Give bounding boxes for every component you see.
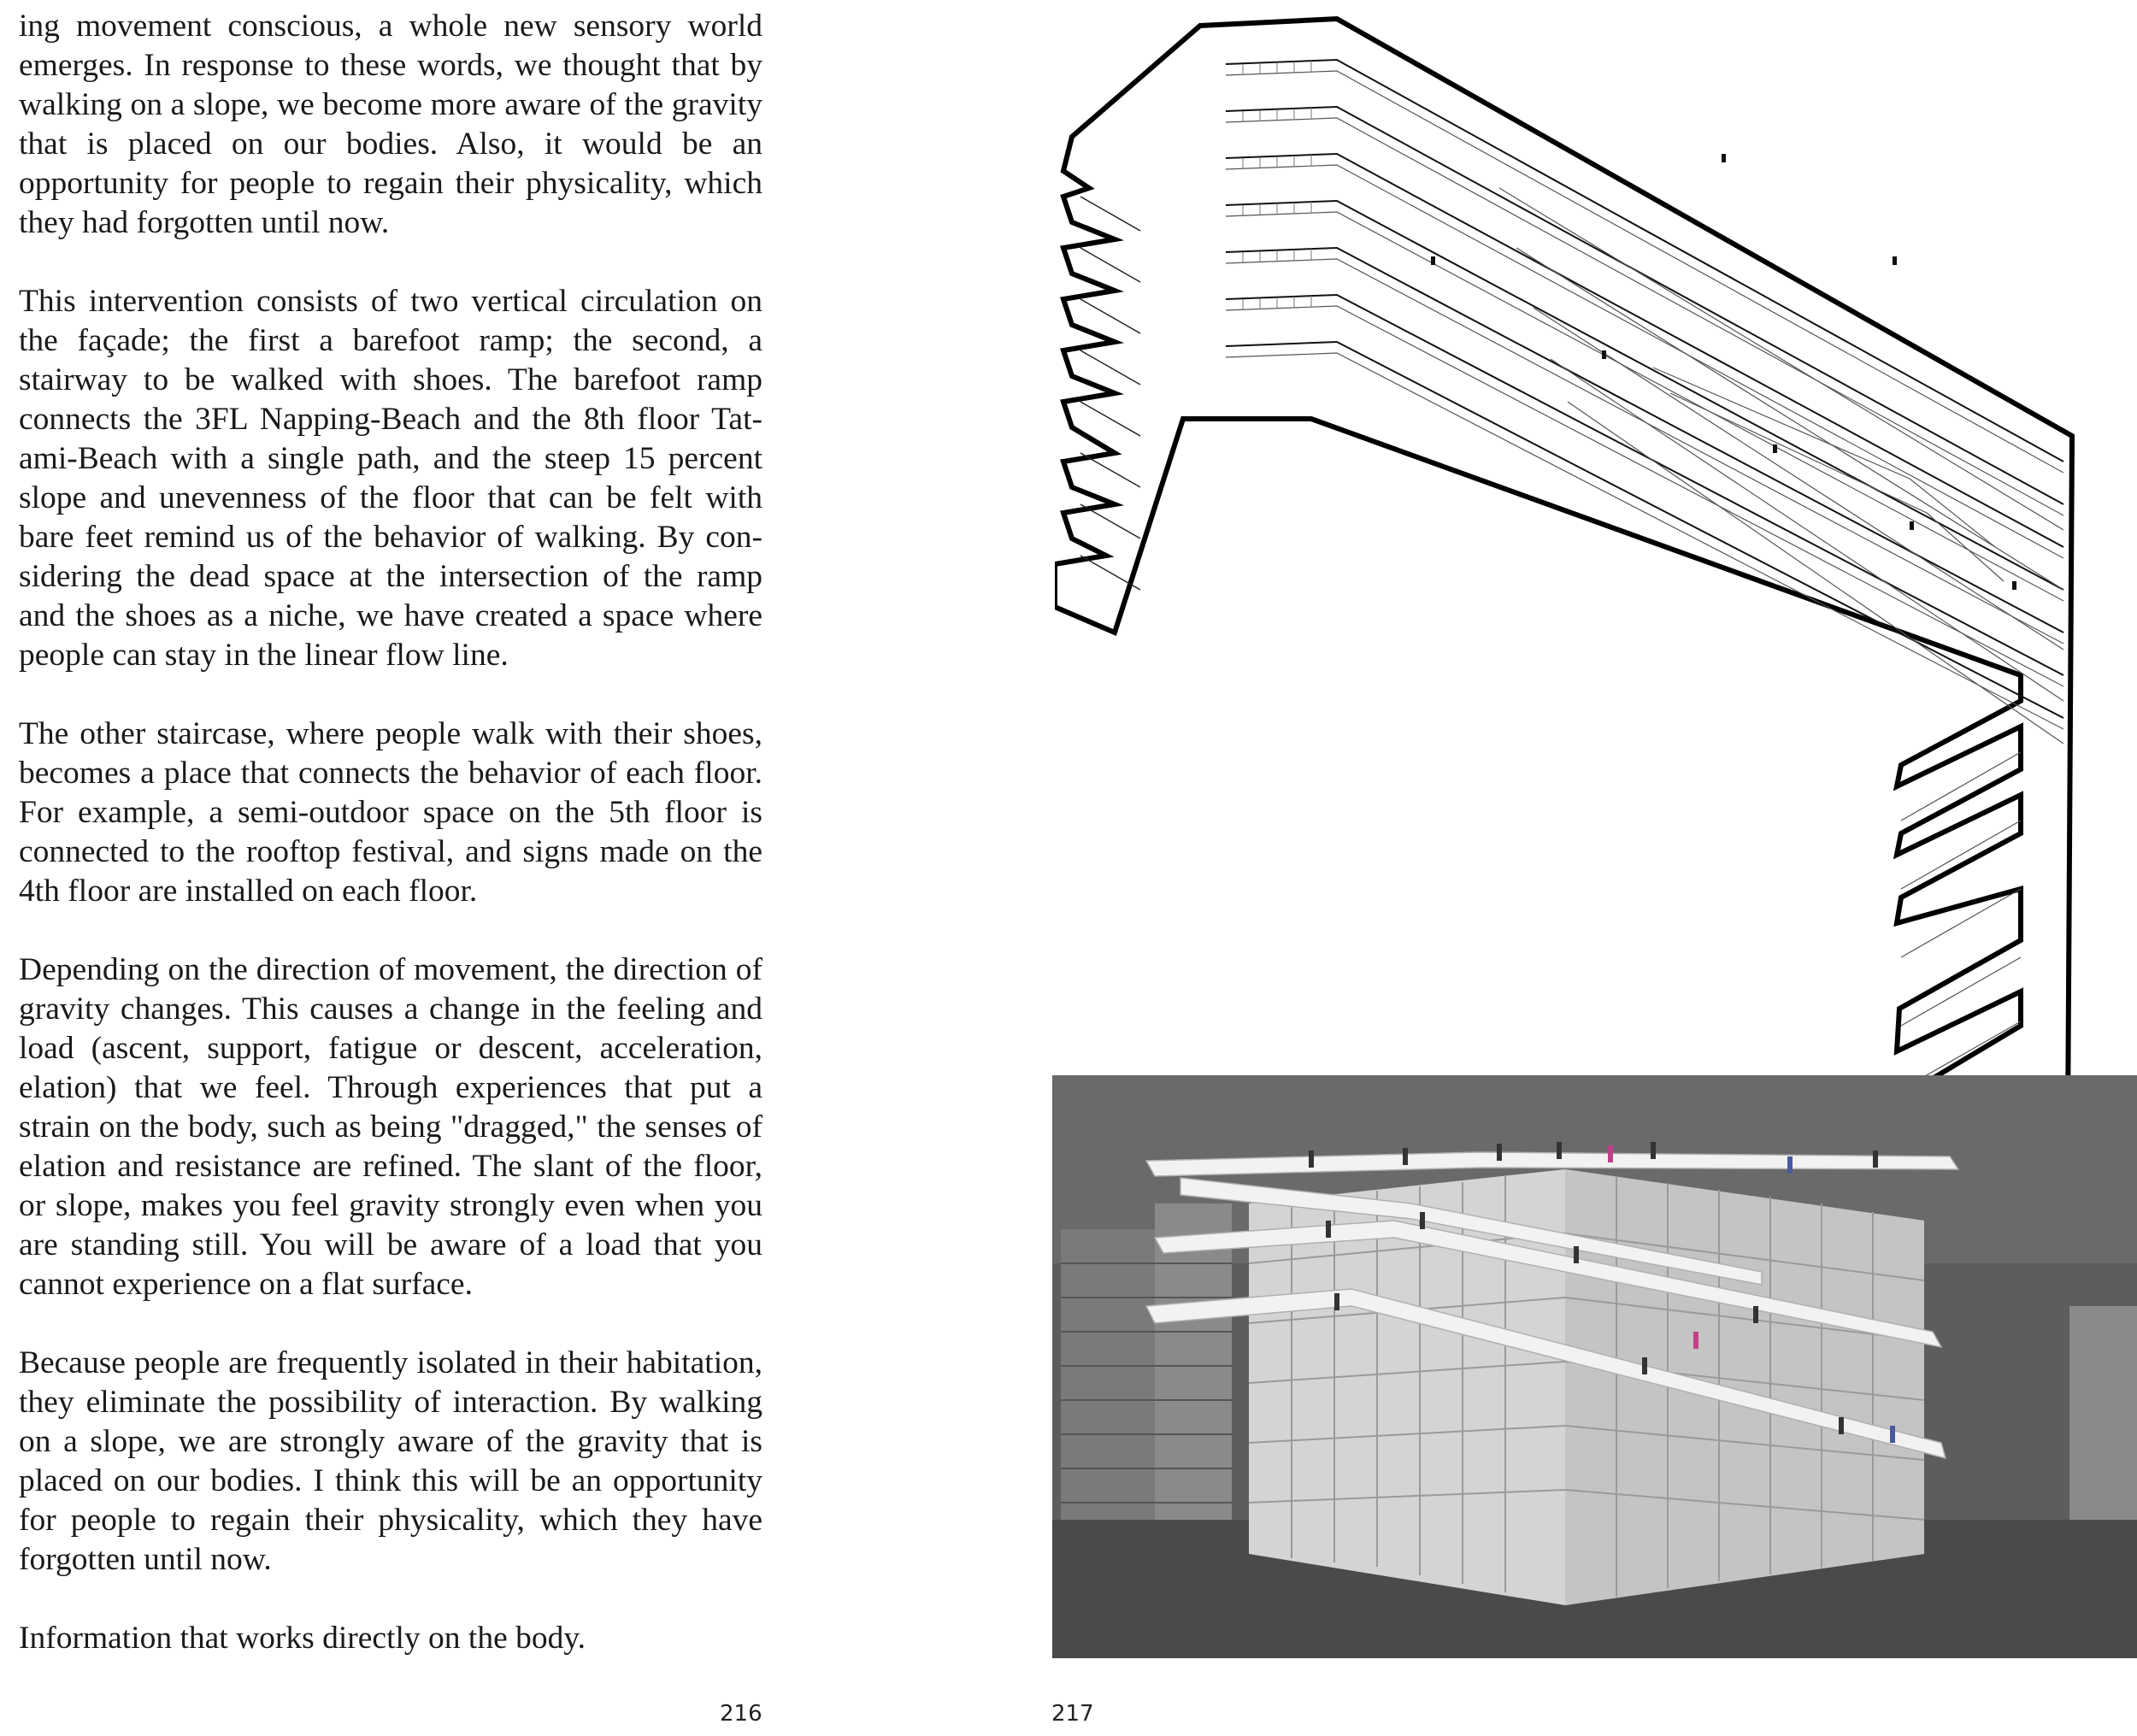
paragraph-2: This intervention consists of two vertical circulation on the façade; the first a barefoot ramp; the second, a stairway to be walked with shoes. The barefoot ramp connects the 3FL Napping-Beach and the 8th floor Tatami-Beach with a single path, and the steep 15 percent slope and unevenness of the floor that can be felt with bare feet remind us of the behavior of walking. By considering the dead space at the intersection of the ramp and the shoes as a niche, we have created a space where people can stay in the linear flow line.	[19, 284, 762, 673]
paragraph-3: The other staircase, where people walk with their shoes, becomes a place that connects the behavior of each floor. For example, a semi-outdoor space on the 5th floor is connected to the rooftop festival, and signs made on the 4th floor are installed on each floor.	[19, 716, 762, 909]
paragraph-1: ing movement conscious, a whole new sensory world emerges. In response to these words, we thought that by walking on a slope, we become more aware of the gravity that is placed on our bodies. Also, it would be an opportunity for people to regain their physicality, which they had forgotten until now.	[19, 9, 762, 240]
page-number-left: 216	[720, 1701, 762, 1727]
body-text-column	[19, 7, 762, 1698]
paragraph-6: Information that works directly on the body.	[19, 1621, 586, 1656]
page-number-right: 217	[1051, 1701, 1094, 1727]
left-page	[0, 0, 1055, 1736]
paragraph-4: Depending on the direction of movement, the direction of gravity changes. This causes a change in the feeling and load (ascent, support, fatigue or descent, acceleration, elation) that we feel. Through experiences that put a strain on the body, such as being "dragged," the senses of elation and resistance are refined. The slant of the floor, or slope, makes you feel gravity strongly even when you are standing still. You will be aware of a load that you cannot experience on a flat surface.	[19, 952, 762, 1302]
paragraph-5: Because people are frequently isolated in their habitation, they eliminate the possibility of interaction. By walking on a slope, we are strongly aware of the gravity that is placed on our bodies. I think this will be an opportunity for people to regain their physicality, which they have forgotten until now.	[19, 1345, 762, 1577]
axonometric-drawing	[1055, 0, 2137, 1137]
building-render-photo	[1052, 1075, 2137, 1658]
